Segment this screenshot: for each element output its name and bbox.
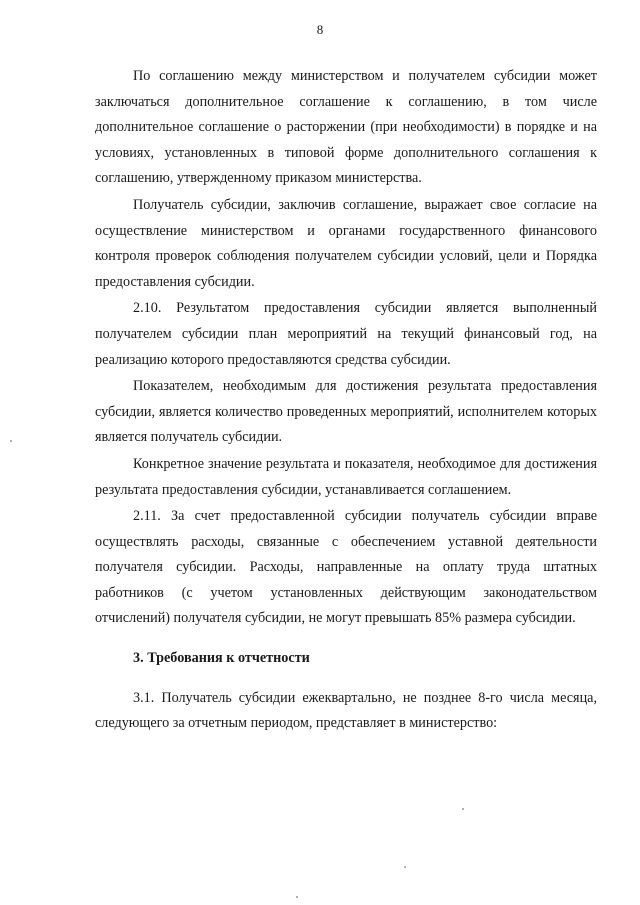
paragraph-additional-agreement: По соглашению между министерством и получателем субсидии может заключаться дополнительное соглашение к соглашению, в том числе дополнительное соглашение о расторжении (при необходимости) в порядке и на условиях, установленных в типовой форме дополнительного соглашения к соглашению, утвержденному приказом министерства.	[95, 68, 597, 187]
scan-speck	[404, 866, 406, 868]
scan-speck	[296, 896, 298, 898]
document-body	[95, 64, 597, 737]
paragraph-2-11-expenses: 2.11. За счет предоставленной субсидии получатель субсидии вправе осуществлять расходы, связанные с обеспечением уставной деятельности получателя субсидии. Расходы, направленные на оплату труда штатных работников (с учетом установленных действующим законодательством отчислений) получателя субсидии, не могут превышать 85% размера субсидии.	[95, 508, 597, 627]
paragraph-indicator: Показателем, необходимым для достижения результата предоставления субсидии, является количество проведенных мероприятий, исполнителем которых является получатель субсидии.	[95, 378, 597, 446]
page-number: 8	[316, 22, 324, 37]
paragraph-consent-to-inspection: Получатель субсидии, заключив соглашение, выражает свое согласие на осуществление министерством и органами государственного финансового контроля проверок соблюдения получателем субсидии условий, цели и Порядка предоставления субсидии.	[95, 196, 597, 290]
section-heading-reporting: 3. Требования к отчетности	[133, 650, 310, 667]
paragraph-specific-value: Конкретное значение результата и показателя, необходимое для достижения результата предоставления субсидии, устанавливается соглашением.	[95, 455, 597, 498]
paragraph-2-10-result: 2.10. Результатом предоставления субсидии является выполненный получателем субсидии план мероприятий на текущий финансовый год, на реализацию которого предоставляются средства субсидии.	[95, 300, 597, 368]
scan-speck	[462, 808, 464, 810]
scan-speck	[10, 440, 12, 442]
paragraph-3-1-quarterly-report: 3.1. Получатель субсидии ежеквартально, не позднее 8-го числа месяца, следующего за отчетным периодом, представляет в министерство:	[95, 689, 597, 732]
